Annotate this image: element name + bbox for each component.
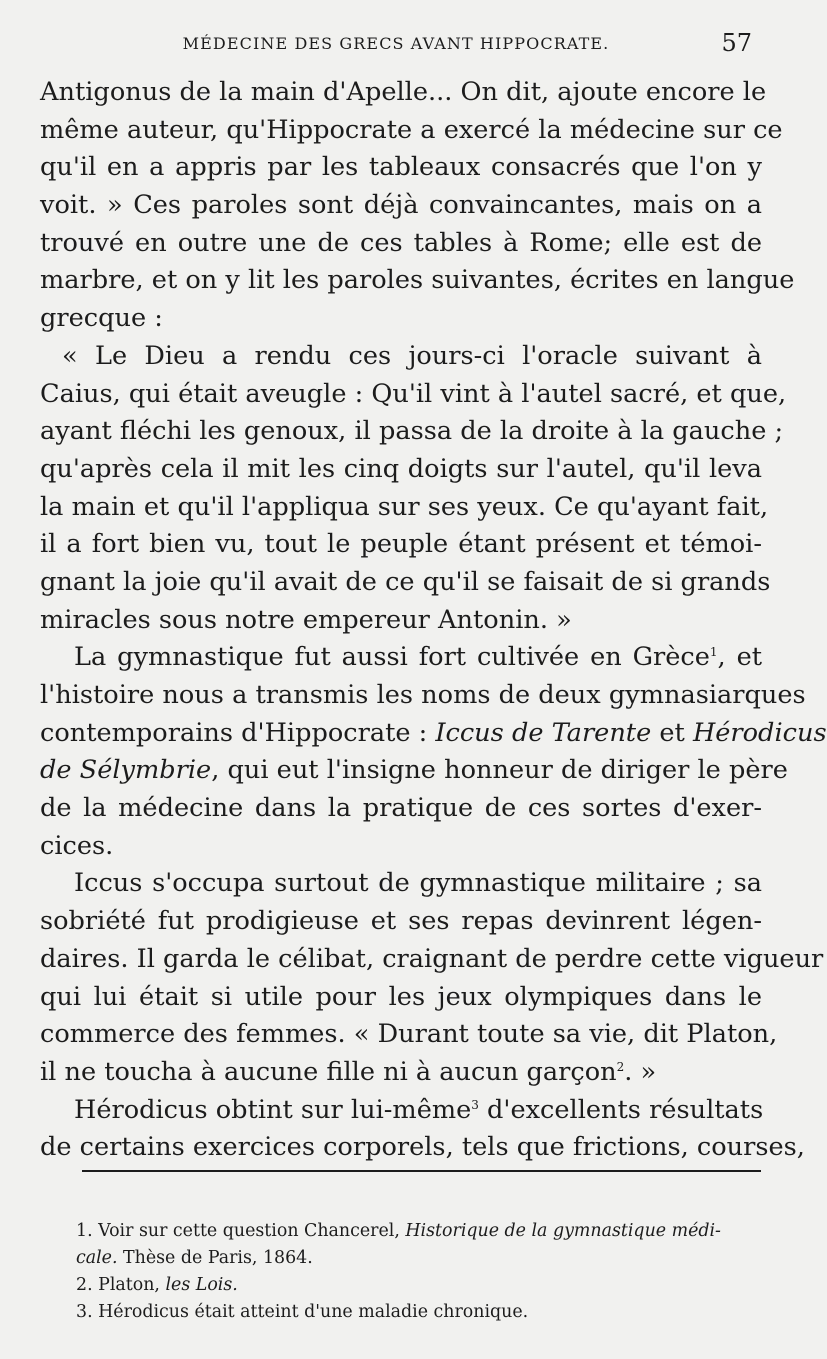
text-run: La gymnastique fut aussi fort cultivée en Grèce — [74, 642, 710, 673]
text-run: contemporains d'Hippocrate : — [40, 717, 436, 748]
text-line: même auteur, qu'Hippocrate a exercé la médecine sur ce — [40, 114, 783, 145]
footnote-title: Historique de la gymnastique médi- — [405, 1221, 721, 1241]
footnote-item — [76, 1218, 766, 1245]
quote-line: qu'après cela il mit les cinq doigts sur l'autel, qu'il leva — [40, 453, 762, 484]
text-line: voit. » Ces paroles sont déjà convaincantes, mais on a — [40, 190, 762, 221]
text-line: qu'il en a appris par les tableaux consacrés que l'on y — [40, 152, 762, 183]
footnote-title: cale. — [76, 1248, 118, 1268]
text-line: trouvé en outre une de ces tables à Rome; elle est de — [40, 227, 762, 258]
paragraph-line: sobriété fut prodigieuse et ses repas devinrent légen- — [40, 906, 762, 937]
footnote-item — [76, 1299, 766, 1326]
footnote-marker: 3 — [471, 1097, 479, 1112]
paragraph-line: daires. Il garda le célibat, craignant de perdre cette vigueur — [40, 943, 824, 974]
quote-line: il a fort bien vu, tout le peuple étant présent et témoi- — [40, 529, 762, 560]
paragraph-line — [40, 1054, 762, 1092]
footnote-marker: 2 — [616, 1059, 625, 1074]
text-run: . » — [624, 1056, 657, 1087]
paragraph-line — [40, 1092, 762, 1130]
text-run: , et — [717, 642, 762, 673]
italic-name: Hérodicus — [692, 717, 827, 748]
text-run: Hérodicus obtint sur lui-même — [74, 1094, 472, 1125]
page-number: 57 — [721, 29, 752, 57]
text-run: d'excellents résultats — [478, 1094, 764, 1125]
italic-name: de Sélymbrie — [40, 755, 212, 786]
footnote-continuation — [76, 1245, 766, 1272]
text-run: et — [651, 717, 693, 748]
paragraph-line — [40, 752, 788, 790]
paragraph-line: de la médecine dans la pratique de ces sortes d'exer- — [40, 793, 762, 824]
quote-line: « Le Dieu a rendu ces jours-ci l'oracle suivant à — [62, 340, 762, 371]
text-line: marbre, et on y lit les paroles suivantes, écrites en langue — [40, 265, 795, 296]
text-run: , qui eut l'insigne honneur de diriger le père — [211, 755, 788, 786]
paragraph-line: qui lui était si utile pour les jeux olympiques dans le — [40, 981, 762, 1012]
running-title: MÉDECINE DES GRECS AVANT HIPPOCRATE. — [182, 34, 610, 53]
footnote-marker: 1 — [709, 645, 718, 660]
paragraph-line: Iccus s'occupa surtout de gymnastique militaire ; sa — [74, 868, 762, 899]
paragraph-line: de certains exercices corporels, tels que frictions, courses, — [40, 1132, 805, 1163]
text-line: grecque : — [40, 303, 163, 334]
footnote-text: Voir sur cette question Chancerel, — [98, 1221, 406, 1241]
footnotes — [76, 1218, 766, 1326]
footnote-text: Platon, — [98, 1275, 166, 1295]
text-line: Antigonus de la main d'Apelle... On dit, ajoute encore le — [40, 77, 767, 107]
paragraph-line: l'histoire nous a transmis les noms de deux gymnasiarques — [40, 680, 806, 710]
main-text — [40, 74, 827, 1167]
paragraph-line — [40, 639, 762, 677]
quote-line: Caius, qui était aveugle : Qu'il vint à l'autel sacré, et que, — [40, 378, 787, 409]
footnote-number: 1. — [76, 1221, 93, 1241]
quote-line: miracles sous notre empereur Antonin. » — [40, 604, 572, 635]
footnote-number: 3. — [76, 1302, 93, 1322]
quote-line: gnant la joie qu'il avait de ce qu'il se faisait de si grands — [40, 566, 771, 597]
paragraph-line: cices. — [40, 830, 114, 861]
quote-line: ayant fléchi les genoux, il passa de la droite à la gauche ; — [40, 416, 784, 447]
italic-name: Iccus de Tarente — [435, 717, 652, 748]
text-run: il ne toucha à aucune fille ni à aucun garçon — [40, 1056, 617, 1087]
paragraph-line — [40, 715, 827, 753]
footnote-title: les Lois. — [165, 1275, 238, 1295]
running-head — [40, 29, 752, 58]
footnote-number: 2. — [76, 1275, 93, 1295]
paragraph-line: commerce des femmes. « Durant toute sa vie, dit Platon, — [40, 1019, 778, 1050]
footnote-divider — [82, 1170, 761, 1172]
quote-line: la main et qu'il l'appliqua sur ses yeux. Ce qu'ayant fait, — [40, 491, 769, 522]
footnote-text: Thèse de Paris, 1864. — [117, 1248, 313, 1268]
footnote-text: Hérodicus était atteint d'une maladie chronique. — [98, 1302, 529, 1322]
footnote-item — [76, 1272, 766, 1299]
